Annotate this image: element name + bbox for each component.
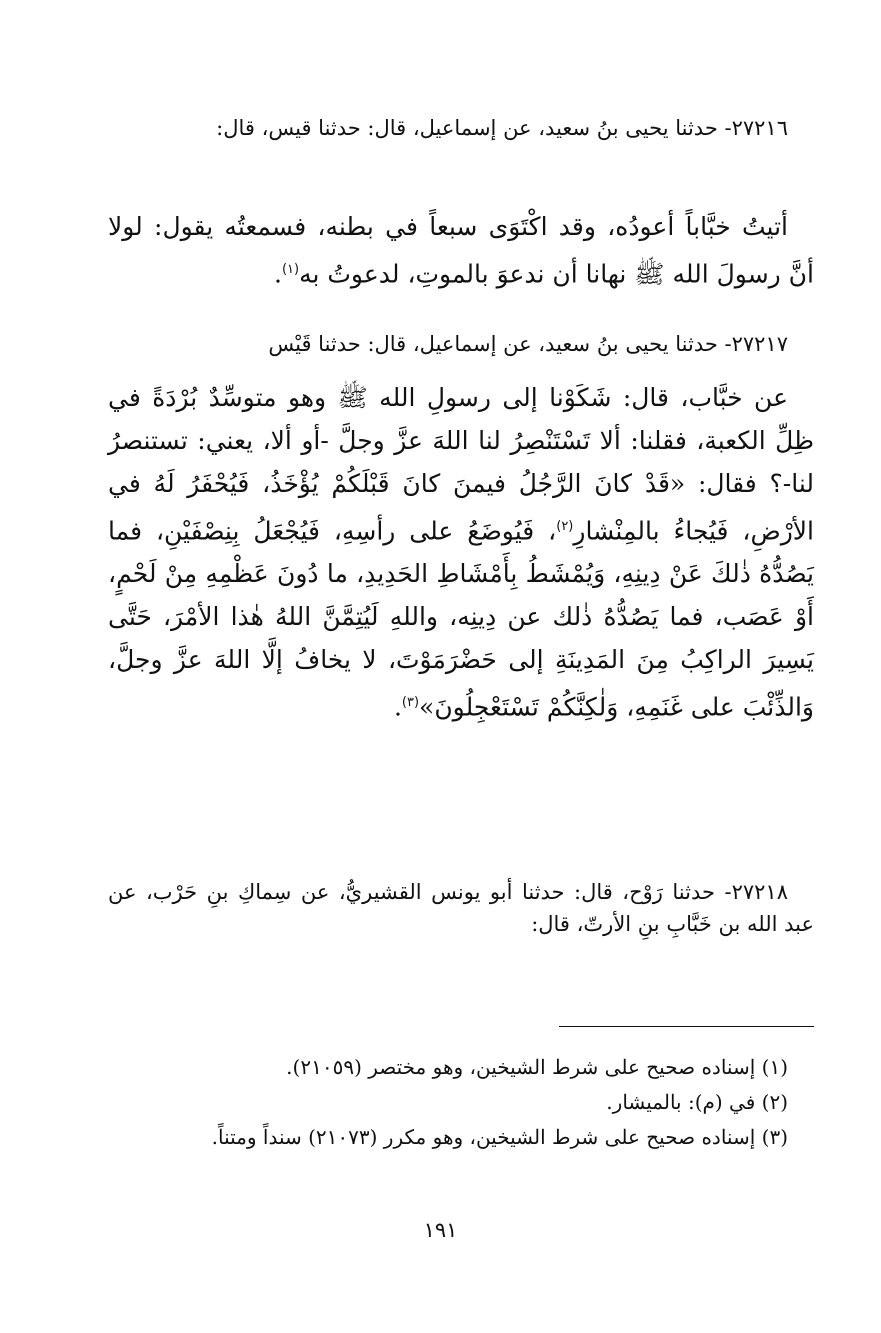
footnote-ref-2[interactable]: (٢): [556, 519, 574, 534]
hadith-27216-chain: ٢٧٢١٦- حدثنا يحيى بنُ سعيد، عن إسماعيل، قال: حدثنا قيس، قال:: [216, 116, 788, 140]
footnote-3: (٣) إسناده صحيح على شرط الشيخين، وهو مكرر (٢١٠٧٣) سنداً ومتناً.: [211, 1125, 788, 1149]
footnotes-list: [108, 1052, 814, 1157]
footnote-ref-1[interactable]: (١): [281, 262, 300, 277]
hadith-27218-chain: ٢٧٢١٨- حدثنا رَوْح، قال: حدثنا أبو يونس القشيريُّ، عن سِماكِ بنِ حَرْب، عن عبد الله بن خَبَّابِ بنِ الأرتّ، قال:: [108, 880, 814, 936]
hadith-27216-text: [108, 205, 814, 295]
page-number: ١٩١: [423, 1218, 458, 1242]
hadith-27217-chain: ٢٧٢١٧- حدثنا يحيى بنُ سعيد، عن إسماعيل، قال: حدثنا قَيْس: [268, 332, 788, 356]
footnote-2: (٢) في (م): بالميشار.: [606, 1090, 788, 1114]
footnote-divider: [559, 1026, 814, 1027]
hadith-27217-body-1: عن خبَّاب، قال: شَكَوْنا إلى رسولِ الله ﷺ وهو متوسِّدٌ بُرْدَةً في ظِلِّ الكعبة، فقلنا: ألا تَسْتَنْصِرُ لنا اللهَ عزَّ وجلَّ -أو ألا، يعني: تستنصرُ لنا-؟ فقال: «قَدْ كانَ الرَّجُلُ فيمنَ كانَ قَبْلَكُمْ يُؤْخَذُ، فَيُحْفَرُ لَهُ في الأرْضِ، فَيُجاءُ بالمِنْشارِ: [108, 383, 815, 546]
hadith-27216-body: أتيتُ خبَّاباً أعودُه، وقد اكْتَوَى سبعاً في بطنه، فسمعتُه يقول: لولا أنَّ رسولَ الله ﷺ نهانا أن ندعوَ بالموتِ، لدعوتُ به: [108, 212, 814, 289]
hadith-27217-text: [108, 376, 814, 729]
hadith-27217-end: .: [393, 692, 402, 722]
footnote-ref-3[interactable]: (٣): [401, 695, 420, 711]
hadith-27217-body-2: ، فَيُوضَعُ على رأسِهِ، فَيُجْعَلُ بِنِصْفَيْنِ، فما يَصُدُّهُ ذٰلكَ عَنْ دِينِهِ، وَيُمْشَطُ بِأَمْشَاطِ الحَدِيدِ، ما دُونَ عَظْمِهِ مِنْ لَحْمٍ، أَوْ عَصَب، فما يَصُدُّهُ ذٰلك عن دِينِه، واللهِ لَيُتِمَّنَّ اللهُ هٰذا الأمْرَ، حَتَّى يَسِيرَ الراكِبُ مِنَ المَدِينَةِ إلى حَضْرَمَوْتَ، لا يخافُ إلَّا اللهَ عزَّ وجلَّ، وَالذِّئْبَ على غَنَمِهِ، وَلٰكِنَّكُمْ تَسْتَعْجِلُونَ»: [108, 516, 814, 722]
footnote-1: (١) إسناده صحيح على شرط الشيخين، وهو مختصر (٢١٠٥٩).: [286, 1055, 788, 1079]
hadith-27216-end: .: [274, 259, 282, 289]
